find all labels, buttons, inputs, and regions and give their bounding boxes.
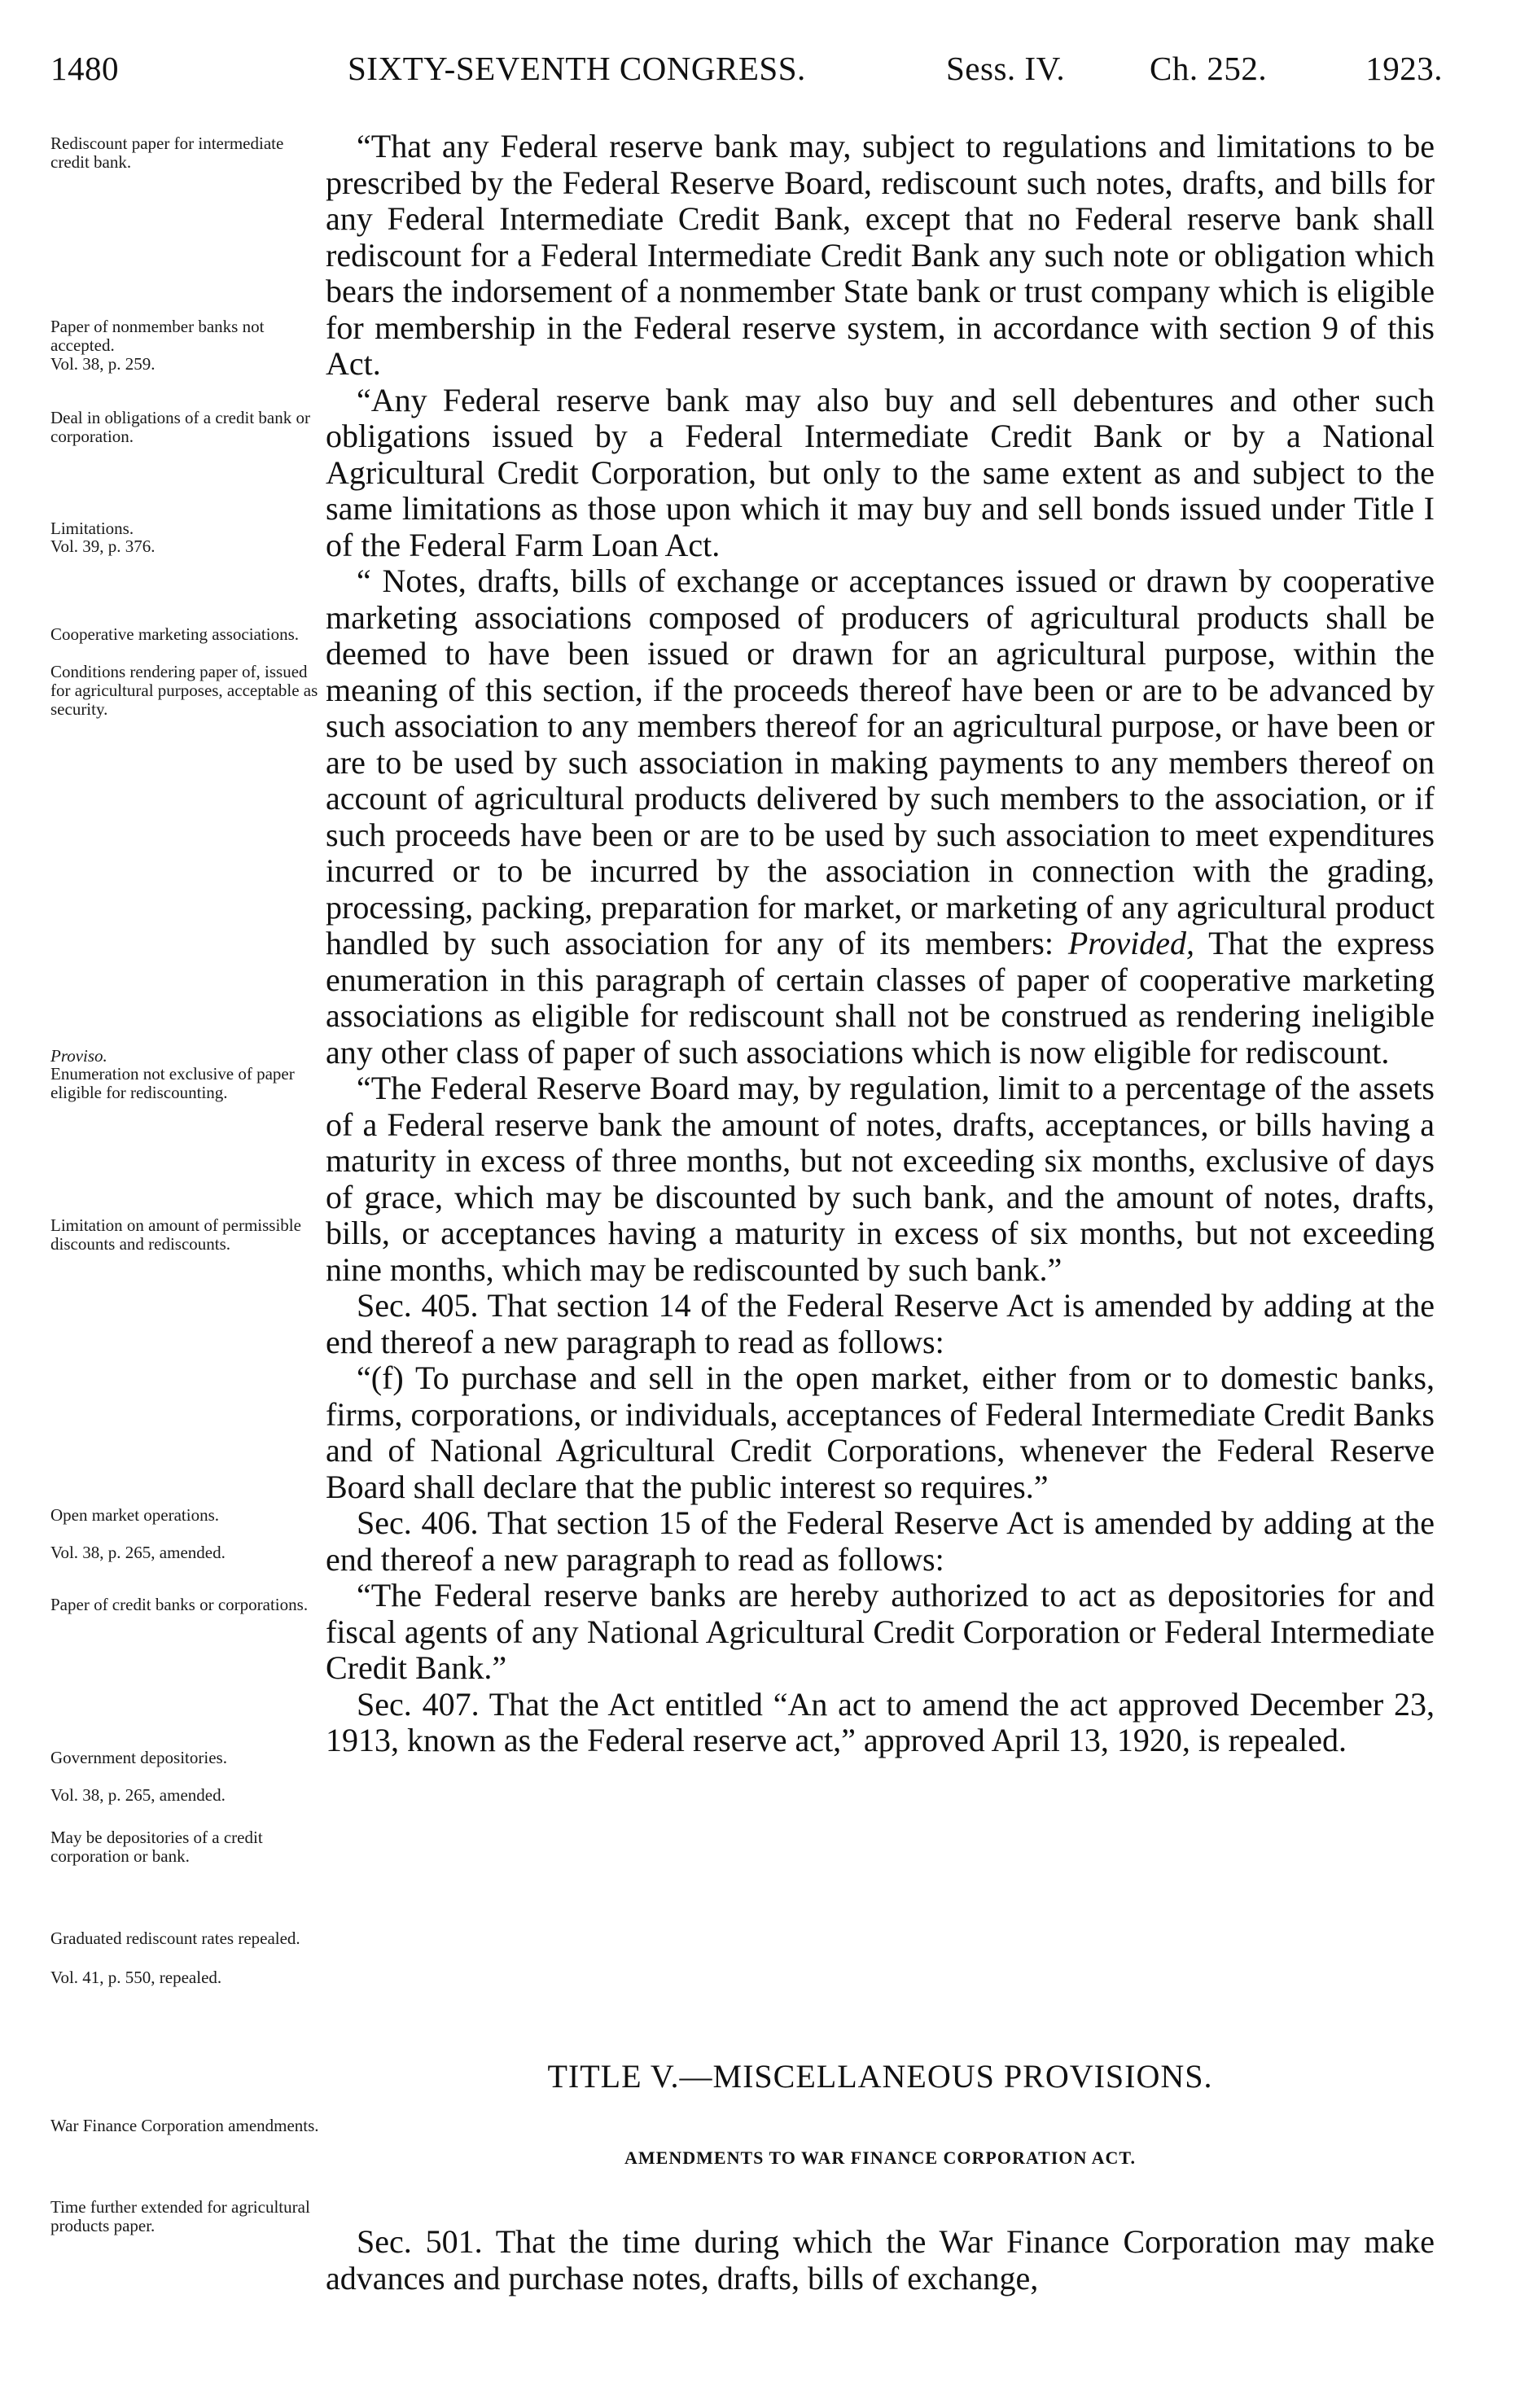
- margin-note: May be depositories of a credit corporation or bank.: [50, 1828, 263, 1866]
- margin-note: Vol. 38, p. 259.: [50, 354, 156, 374]
- margin-note: Proviso.: [50, 1046, 107, 1066]
- proviso-word: Provided,: [1067, 925, 1194, 961]
- margin-note: Cooperative marketing associations.: [50, 624, 300, 644]
- paragraph: “The Federal reserve banks are hereby authorized to act as depositories for and fiscal agents of any National Agricultural Credit Corporation or Federal Intermediate Credit Bank.”: [326, 1577, 1435, 1686]
- margin-note: Vol. 38, p. 265, amended.: [50, 1785, 226, 1805]
- page-number: 1480: [50, 50, 119, 87]
- margin-note: Graduated rediscount rates repealed.: [50, 1929, 300, 1948]
- paragraph-text: “ Notes, drafts, bills of exchange or acceptances issued or drawn by cooperative marketing associations composed of producers of agricultural products shall be deemed to have been issued or drawn for an agricultural purpose, within the meaning of this section, if the proceeds thereof have been or are to be advanced by such association to any members thereof for an agricultural purpose, or have been or are to be used by such association in making payments to any members thereof on account of agricultural products delivered by such members to the association, or if such proceeds have been or are to be used by such association to meet expenditures incurred or to be incurred by the association in connection with the grading, processing, packing, preparation for market, or marketing of any agricultural product handled by such association for any of its members:: [326, 563, 1435, 961]
- year-label: 1923.: [1365, 50, 1443, 87]
- paragraph: “The Federal Reserve Board may, by regulation, limit to a percentage of the assets of a Federal reserve bank the amount of notes, drafts, acceptances, or bills having a maturity in excess of three months, but not exceeding six months, exclusive of days of grace, which may be discounted by such bank, and the amount of notes, drafts, bills, or acceptances having a maturity in excess of six months, but not exceeding nine months, which may be rediscounted by such bank.”: [326, 1070, 1435, 1288]
- margin-note: Time further extended for agricultural products paper.: [50, 2197, 310, 2235]
- margin-note: Paper of nonmember banks not accepted.: [50, 317, 265, 355]
- margin-note: Open market operations.: [50, 1505, 220, 1525]
- paragraph: “Any Federal reserve bank may also buy and sell debentures and other such obligations issued by a Federal Intermediate Credit Bank or by a National Agricultural Credit Corporation, but only to the same extent as and subject to the same limitations as those upon which it may buy and sell bonds issued under Title I of the Federal Farm Loan Act.: [326, 381, 1435, 563]
- paragraph: Sec. 407. That the Act entitled “An act to amend the act approved December 23, 1913, known as the Federal reserve act,” approved April 13, 1920, is repealed.: [326, 1685, 1435, 1758]
- title-heading: TITLE V.—MISCELLANEOUS PROVISIONS.: [547, 2058, 1213, 2095]
- paragraph: “(f) To purchase and sell in the open market, either from or to domestic banks, firms, corporations, or individuals, acceptances of Federal Intermediate Credit Banks and of National Agricultural Credit Corporations, whenever the Federal Reserve Board shall declare that the public interest so requires.”: [326, 1359, 1435, 1505]
- paragraph-text: That the express enumeration in this paragraph of certain classes of paper of cooperative marketing associations as eligible for rediscount shall not be construed as rendering ineligible any other class of paper of such associations which is now eligible for rediscount.: [326, 925, 1435, 1070]
- paragraph: Sec. 406. That section 15 of the Federal Reserve Act is amended by adding at the end thereof a new paragraph to read as follows:: [326, 1504, 1435, 1578]
- margin-note: Enumeration not exclusive of paper eligible for rediscounting.: [50, 1064, 295, 1102]
- paragraph: Sec. 501. That the time during which the War Finance Corporation may make advances and purchase notes, drafts, bills of exchange,: [326, 2223, 1435, 2296]
- session-label: Sess. IV.: [946, 50, 1066, 87]
- margin-note: Vol. 39, p. 376.: [50, 536, 156, 556]
- section-501: [326, 2224, 1435, 2296]
- running-title: SIXTY-SEVENTH CONGRESS.: [348, 50, 806, 87]
- margin-note: Paper of credit banks or corporations.: [50, 1595, 309, 1614]
- margin-note: Vol. 38, p. 265, amended.: [50, 1543, 226, 1562]
- margin-note: Vol. 41, p. 550, repealed.: [50, 1968, 222, 1987]
- margin-note: Government depositories.: [50, 1748, 227, 1767]
- margin-note: Conditions rendering paper of, issued for agricultural purposes, acceptable as security.: [50, 662, 318, 719]
- paragraph: Sec. 405. That section 14 of the Federal Reserve Act is amended by adding at the end thereof a new paragraph to read as follows:: [326, 1287, 1435, 1360]
- margin-note: Deal in obligations of a credit bank or corporation.: [50, 408, 310, 446]
- section-subheading: AMENDMENTS TO WAR FINANCE CORPORATION ACT.: [624, 2147, 1136, 2168]
- margin-note: Rediscount paper for intermediate credit bank.: [50, 134, 284, 172]
- body-text: [326, 129, 1435, 1759]
- margin-note: Limitation on amount of permissible discounts and rediscounts.: [50, 1215, 301, 1254]
- margin-note: War Finance Corporation amendments.: [50, 2116, 319, 2135]
- paragraph: “That any Federal reserve bank may, subject to regulations and limitations to be prescribed by the Federal Reserve Board, rediscount such notes, drafts, and bills for any Federal Intermediate Credit Bank, except that no Federal reserve bank shall rediscount for a Federal Intermediate Credit Bank any such note or obligation which bears the indorsement of a nonmember State bank or trust company which is eligible for membership in the Federal reserve system, in accordance with section 9 of this Act.: [326, 128, 1435, 382]
- chapter-label: Ch. 252.: [1150, 50, 1268, 87]
- page-header: [50, 49, 1443, 98]
- margin-note: Limitations.: [50, 519, 134, 538]
- paragraph: [326, 563, 1435, 1070]
